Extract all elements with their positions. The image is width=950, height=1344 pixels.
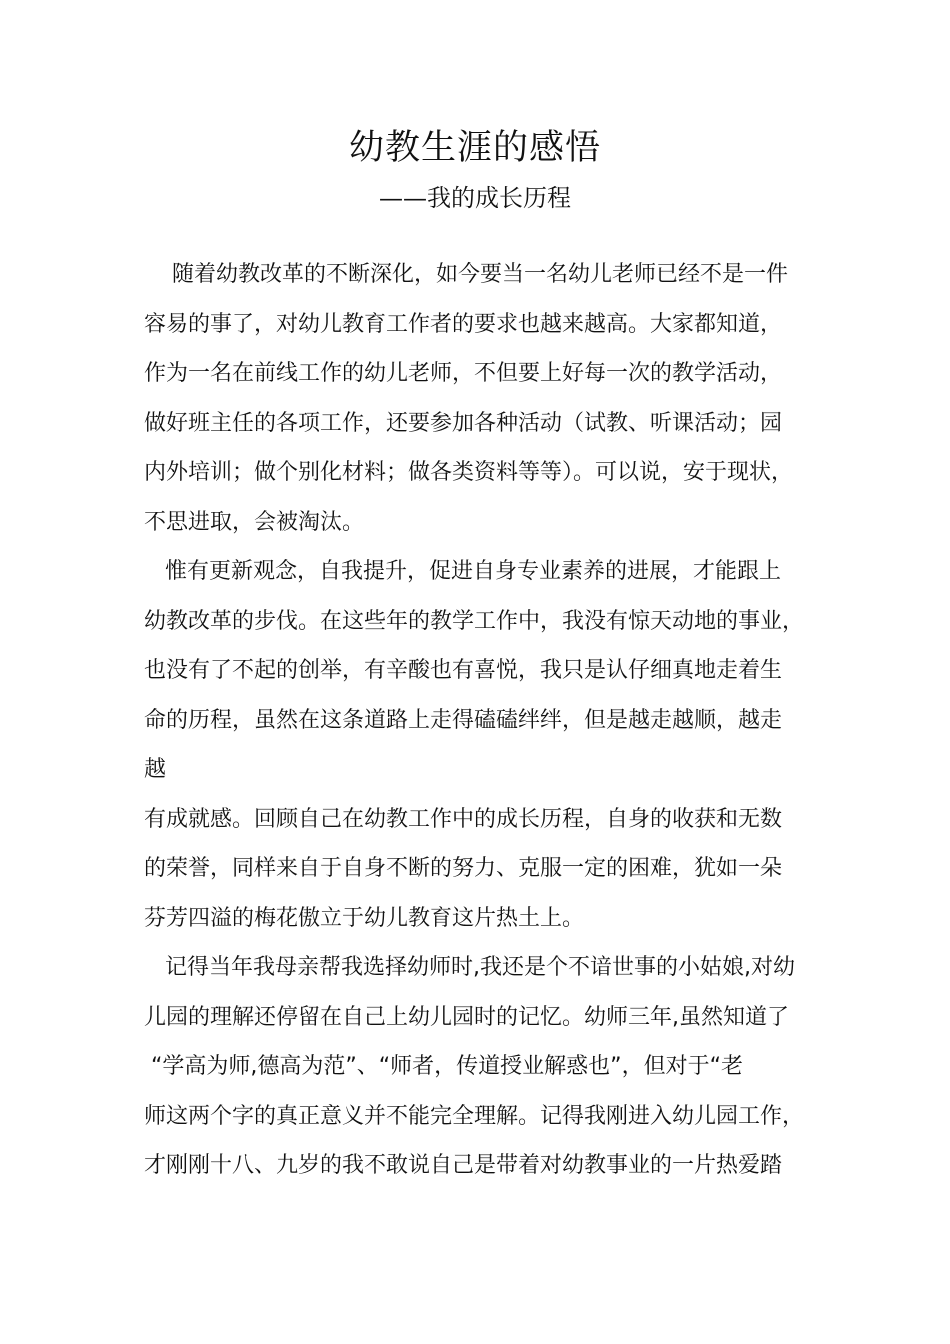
text-line: 儿园的理解还停留在自己上幼儿园时的记忆。幼师三年,虽然知道了: [144, 1004, 789, 1030]
text-line: 的荣誉，同样来自于自身不断的努力、克服一定的困难，犹如一朵: [144, 856, 783, 881]
text-line: 命的历程，虽然在这条道路上走得磕磕绊绊，但是越走越顺，越走: [144, 707, 783, 733]
text-line: 越: [144, 757, 167, 782]
text-line: 不思进取，会被淘汰。: [144, 509, 365, 535]
text-line: 随着幼教改革的不断深化，如今要当一名幼儿老师已经不是一件: [144, 262, 788, 287]
text-line: 芬芳四溢的梅花傲立于幼儿教育这片热土上。: [144, 905, 585, 931]
text-line: 做好班主任的各项工作，还要参加各种活动（试教、听课活动；园: [144, 410, 783, 436]
text-line: 惟有更新观念，自我提升，促进自身专业素养的进展，才能跟上: [144, 559, 781, 584]
document-body: [144, 250, 824, 1191]
document-title: 幼教生涯的感悟: [348, 128, 601, 168]
text-line: 记得当年我母亲帮我选择幼师时,我还是个不谙世事的小姑娘,对幼: [144, 955, 795, 980]
text-line: 内外培训；做个别化材料；做各类资料等等）。可以说，安于现状，: [144, 460, 794, 485]
text-line: “学高为师,德高为范”、“师者，传道授业解惑也”，但对于“老: [144, 1054, 743, 1079]
text-line: 有成就感。回顾自己在幼教工作中的成长历程，自身的收获和无数: [144, 806, 783, 832]
text-line: 作为一名在前线工作的幼儿老师，不但要上好每一次的教学活动，: [144, 361, 783, 386]
text-line: 才刚刚十八、九岁的我不敢说自己是带着对幼教事业的一片热爱踏: [144, 1153, 783, 1178]
document-subtitle: ——我的成长历程: [379, 184, 571, 212]
text-line: 师这两个字的真正意义并不能完全理解。记得我刚进入幼儿园工作，: [144, 1103, 805, 1129]
text-line: 幼教改革的步伐。在这些年的教学工作中，我没有惊天动地的事业，: [144, 608, 805, 634]
text-line: 也没有了不起的创举，有辛酸也有喜悦，我只是认仔细真地走着生: [144, 658, 783, 683]
text-line: 容易的事了，对幼儿教育工作者的要求也越来越高。大家都知道，: [144, 311, 783, 337]
